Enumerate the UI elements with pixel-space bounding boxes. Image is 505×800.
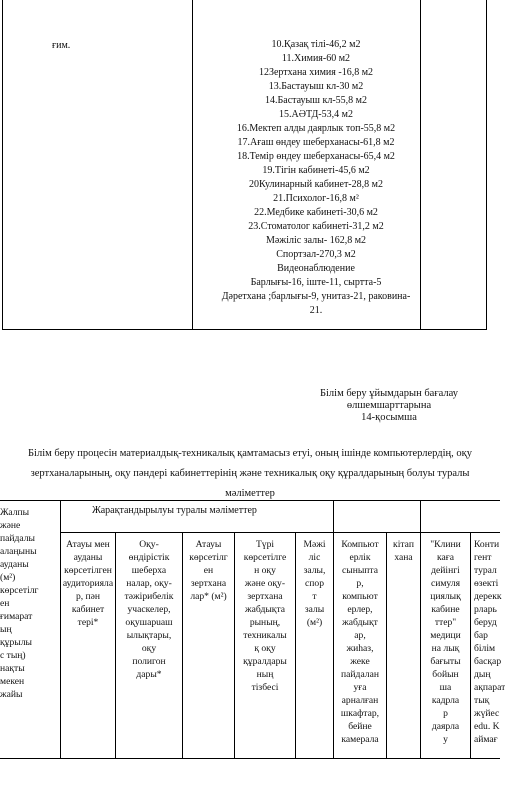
heading-line-1: Білім беру процесін материалдық-техникалық қамтамасыз етуі, оның ішінде компьютерлердің, оқу [28, 448, 472, 459]
col-header-laboratories: Атауы көрсетілг ен зертхана лар* (м²) [189, 539, 228, 602]
room-list-item: 21. [309, 305, 323, 316]
col-header-library: кітап хана [393, 539, 414, 563]
room-list-item: 13.Бастауыш кл-30 м2 [268, 81, 364, 92]
room-list-item: Барлығы-16, іште-11, сыртта-5 [250, 277, 382, 288]
room-list-item: Мәжіліс залы- 162,8 м2 [265, 235, 367, 246]
table-border-group [60, 532, 500, 533]
top-table-border-col1 [192, 0, 193, 330]
top-table-left-cell: ғим. [52, 40, 71, 51]
col-header-workshops: Оқу- өндірістік шеберха налар, оқу- тәжірибелік учаскелер, оқушарuaш ылықтары, оқу полигон дары* [124, 539, 174, 680]
col-header-computer-classes: Компьют ерлік сыныпта р, компьют ерлер, жабдықт ар, жиһаз, жеке пайдалан уға арналған шкафтар, бейне камерала [340, 539, 380, 745]
room-list-item: 18.Темір өндеу шеберханасы-65,4 м2 [237, 151, 395, 162]
room-list-item: 14.Бастауыш кл-55,8 м2 [265, 95, 367, 106]
room-list-item: Видеонаблюдение [277, 263, 355, 274]
top-table-border-right [486, 0, 487, 330]
annex-note [314, 388, 464, 424]
col-header-halls: Мәжі ліс залы, спор т залы (м²) [303, 539, 326, 628]
table-border-top [0, 500, 500, 501]
room-list-item: 15.АӘТД-53,4 м2 [279, 109, 353, 120]
col-header-contingent-data: Конти гент турал өзекті дерекк рларь беруд бар білім басқар дың ақпарат тық жүйес edu. K аймағ [474, 539, 505, 745]
col-header-simulation-cabinets: "Клини каға дейінгі симуля циялық кабине ттер" медици на лық бағыты бойын ша кадрла р даярла у [430, 539, 461, 745]
room-list-item: Дәретхана ;барлығы-9, унитаз-21, раковина- [221, 291, 411, 302]
annex-line-1: Білім беру ұйымдарын бағалау [319, 388, 459, 399]
heading-line-2: зертханаларының, оқу пәндері кабинеттерінің және техникалық оқу құралдарының болуы туралы [30, 468, 470, 479]
annex-line-2: өлшемшарттарына [346, 400, 432, 411]
heading-line-3: мәліметтер [225, 488, 275, 499]
room-list-item: 19.Тігін кабинеті-45,6 м2 [262, 165, 370, 176]
room-list-item: 16.Мектеп алды даярлык топ-55,8 м2 [236, 123, 396, 134]
room-list-item: 17.Ағаш өндеу шеберханасы-61,8 м2 [237, 137, 395, 148]
table-col-line-8 [470, 532, 471, 758]
annex-line-3: 14-қосымша [361, 412, 417, 423]
room-list-item: 21.Психолог-16,8 м² [273, 193, 359, 204]
room-list-item: 23.Стоматолог кабинеті-31,2 м2 [248, 221, 384, 232]
room-list-item: Спортзал-270,3 м2 [276, 249, 356, 260]
col-header-classrooms: Атауы мен ауданы көрсетілген аудиторияла р, пән кабинет тері* [62, 539, 114, 628]
room-list-item: 11.Химия-60 м2 [281, 53, 351, 64]
col-header-equipment-list: Түрі көрсетілге н оқу және оқу- зертхана жабдықта рының, техникалы қ оқу құралдары ның тізбесі [243, 539, 287, 693]
col-header-address: Жалпы және пайдалы алаңыны ауданы (м²) көрсетілг ен ғимарат ың құрылы с тың) нақты мекен жайы [0, 507, 39, 700]
room-list [196, 38, 436, 318]
room-list-item: 20Кулинарный кабинет-28,8 м2 [249, 179, 383, 190]
table-border-bottom [0, 758, 500, 759]
room-list-item: 22.Медбике кабинеті-30,6 м2 [254, 207, 378, 218]
top-table-border-left [2, 0, 3, 330]
room-list-item: 10.Қазақ тілі-46,2 м2 [271, 39, 361, 50]
document-heading [0, 444, 500, 504]
group-header-equipment: Жарақтандырылуы туралы мәліметтер [92, 505, 257, 516]
room-list-item: 12Зертхана химия -16,8 м2 [258, 67, 374, 78]
top-table-border-bottom [2, 329, 487, 330]
